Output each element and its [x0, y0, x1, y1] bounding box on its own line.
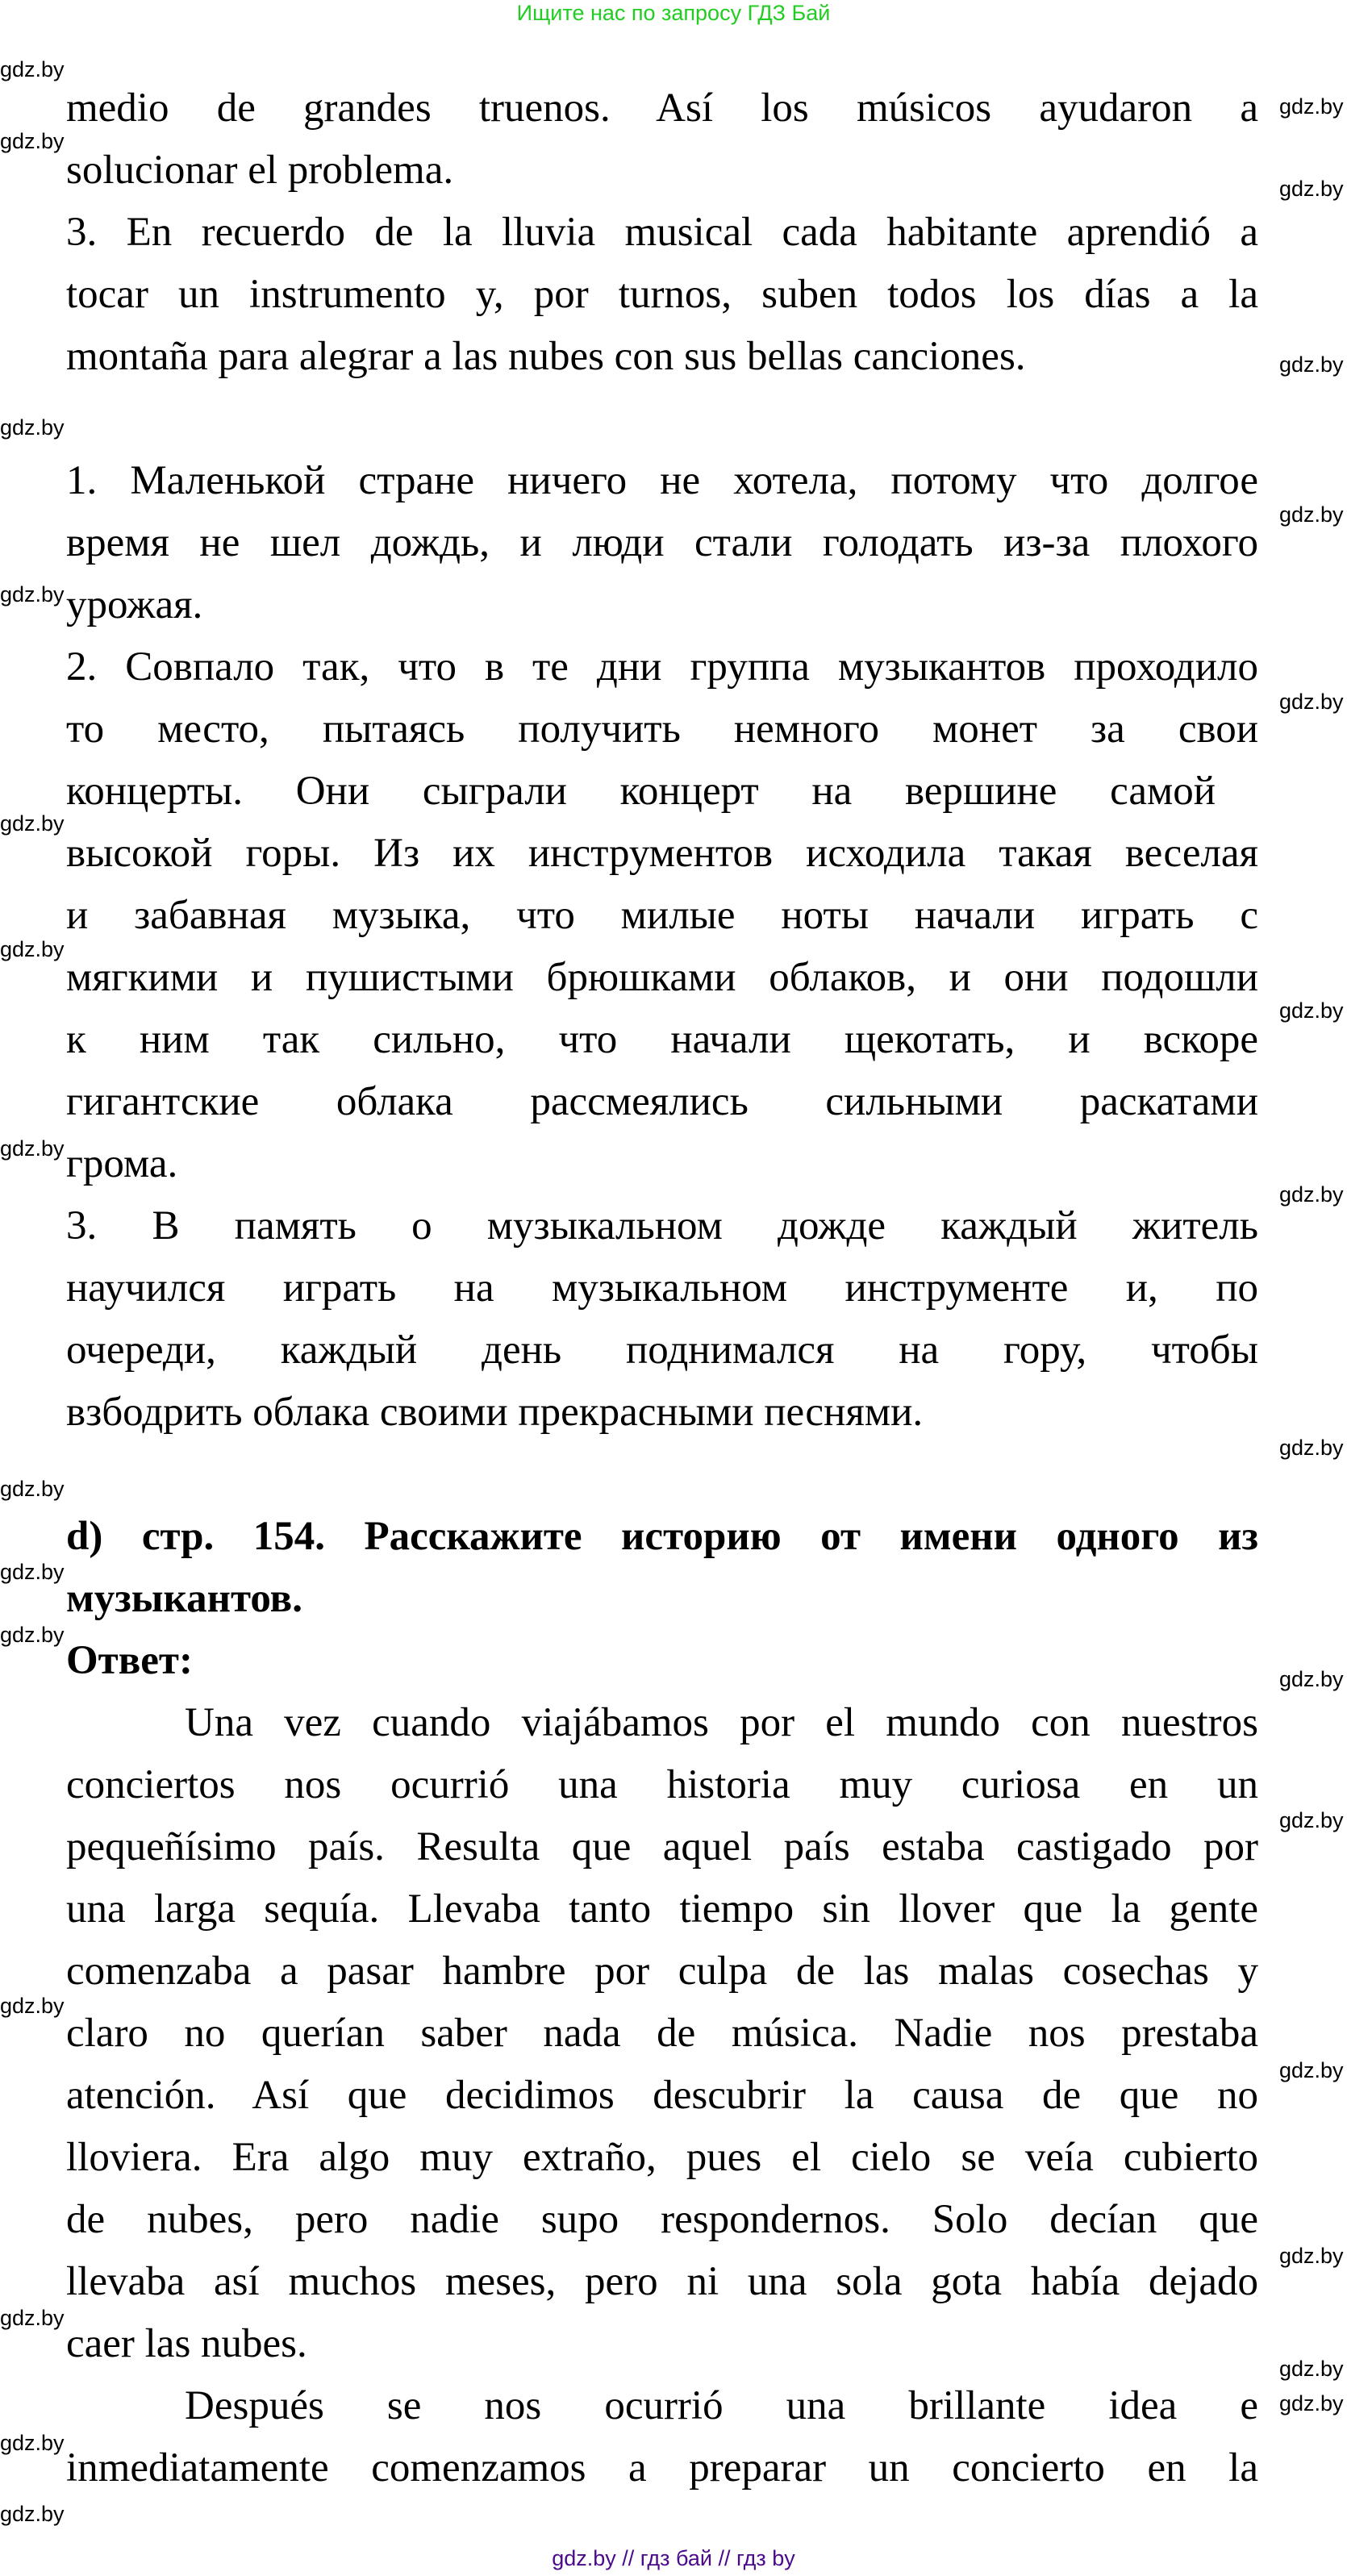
- text-line: 3. En recuerdo de la lluvia musical cada habitante aprendió a: [66, 210, 1258, 255]
- watermark-text: gdz.by: [0, 415, 65, 440]
- watermark-text: gdz.by: [0, 57, 65, 81]
- search-hint-banner: Ищите нас по запросу ГДЗ Бай: [516, 1, 831, 25]
- watermark-text: gdz.by: [0, 1623, 65, 1647]
- text-line: время не шел дождь, и люди стали голодать из-за плохого: [66, 520, 1258, 565]
- text-line: урожая.: [66, 582, 203, 627]
- text-line: medio de grandes truenos. Así los músicos ayudaron a: [66, 85, 1258, 131]
- watermark-text: gdz.by: [0, 1477, 65, 1501]
- text-line: Una vez cuando viajábamos por el mundo con nuestros: [185, 1700, 1258, 1745]
- text-line: грома.: [66, 1141, 178, 1186]
- watermark-text: gdz.by: [1279, 502, 1344, 527]
- watermark-text: gdz.by: [1279, 2357, 1344, 2381]
- text-line: 3. В память о музыкальном дожде каждый житель: [66, 1203, 1258, 1248]
- text-line: caer las nubes.: [66, 2321, 307, 2366]
- text-line: очереди, каждый день поднимался на гору, чтобы: [66, 1328, 1258, 1373]
- text-line: научился играть на музыкальном инструменте и, по: [66, 1265, 1258, 1311]
- text-line: то место, пытаясь получить немного монет за свои: [66, 707, 1258, 752]
- watermark-text: gdz.by: [1279, 690, 1344, 714]
- text-line: conciertos nos ocurrió una historia muy curiosa en un: [66, 1762, 1258, 1807]
- text-line: llevaba así muchos meses, pero ni una sola gota había dejado: [66, 2259, 1258, 2304]
- watermark-text: gdz.by: [0, 1560, 65, 1584]
- watermark-text: gdz.by: [0, 129, 65, 153]
- text-line: tocar un instrumento y, por turnos, suben todos los días a la: [66, 272, 1258, 317]
- text-line: мягкими и пушистыми брюшками облаков, и они подошли: [66, 955, 1258, 1000]
- watermark-text: gdz.by: [0, 582, 65, 606]
- text-line: Después se nos ocurrió una brillante idea e: [185, 2383, 1258, 2428]
- text-line: montaña para alegrar a las nubes con sus bellas canciones.: [66, 334, 1026, 379]
- text-line: atención. Así que decidimos descubrir la causa de que no: [66, 2073, 1258, 2118]
- text-line: гигантские облака рассмеялись сильными раскатами: [66, 1079, 1258, 1124]
- footer-sites: gdz.by // гдз бай // гдз by: [552, 2546, 795, 2570]
- watermark-text: gdz.by: [1279, 998, 1344, 1023]
- watermark-text: gdz.by: [0, 2306, 65, 2330]
- watermark-text: gdz.by: [0, 2431, 65, 2455]
- text-line: высокой горы. Из их инструментов исходила такая веселая: [66, 831, 1258, 876]
- watermark-text: gdz.by: [1279, 1182, 1344, 1207]
- watermark-text: gdz.by: [1279, 1808, 1344, 1832]
- text-line: inmediatamente comenzamos a preparar un concierto en la: [66, 2445, 1258, 2491]
- watermark-text: gdz.by: [1279, 352, 1344, 377]
- text-line: lloviera. Era algo muy extraño, pues el cielo se veía cubierto: [66, 2135, 1258, 2180]
- section-heading-line: d) стр. 154. Расскажите историю от имени одного из: [66, 1514, 1258, 1559]
- watermark-text: gdz.by: [0, 811, 65, 836]
- watermark-text: gdz.by: [1279, 94, 1344, 119]
- text-line: 2. Совпало так, что в те дни группа музыкантов проходило: [66, 644, 1258, 690]
- text-line: и забавная музыка, что милые ноты начали играть с: [66, 893, 1258, 938]
- watermark-text: gdz.by: [0, 2502, 65, 2526]
- section-heading-line: Ответ:: [66, 1638, 193, 1683]
- text-line: к ним так сильно, что начали щекотать, и вскоре: [66, 1017, 1258, 1062]
- watermark-text: gdz.by: [1279, 177, 1344, 201]
- text-line: pequeñísimo país. Resulta que aquel país estaba castigado por: [66, 1824, 1258, 1869]
- section-heading-line: музыкантов.: [66, 1576, 302, 1621]
- watermark-text: gdz.by: [0, 1136, 65, 1161]
- watermark-text: gdz.by: [1279, 1667, 1344, 1691]
- text-line: comenzaba a pasar hambre por culpa de las malas cosechas y: [66, 1949, 1258, 1994]
- watermark-text: gdz.by: [1279, 1436, 1344, 1460]
- watermark-text: gdz.by: [0, 1994, 65, 2018]
- watermark-text: gdz.by: [1279, 2391, 1344, 2416]
- text-line: solucionar el problema.: [66, 148, 454, 193]
- watermark-text: gdz.by: [1279, 2244, 1344, 2268]
- text-line: de nubes, pero nadie supo respondernos. Solo decían que: [66, 2197, 1258, 2242]
- text-line: una larga sequía. Llevaba tanto tiempo sin llover que la gente: [66, 1886, 1258, 1932]
- text-line: 1. Маленькой стране ничего не хотела, потому что долгое: [66, 458, 1258, 503]
- text-line: взбодрить облака своими прекрасными песнями.: [66, 1390, 924, 1435]
- text-line: claro no querían saber nada de música. Nadie nos prestaba: [66, 2011, 1258, 2056]
- watermark-text: gdz.by: [1279, 2058, 1344, 2082]
- text-line: концерты. Они сыграли концерт на вершине самой: [66, 769, 1216, 814]
- watermark-text: gdz.by: [0, 937, 65, 961]
